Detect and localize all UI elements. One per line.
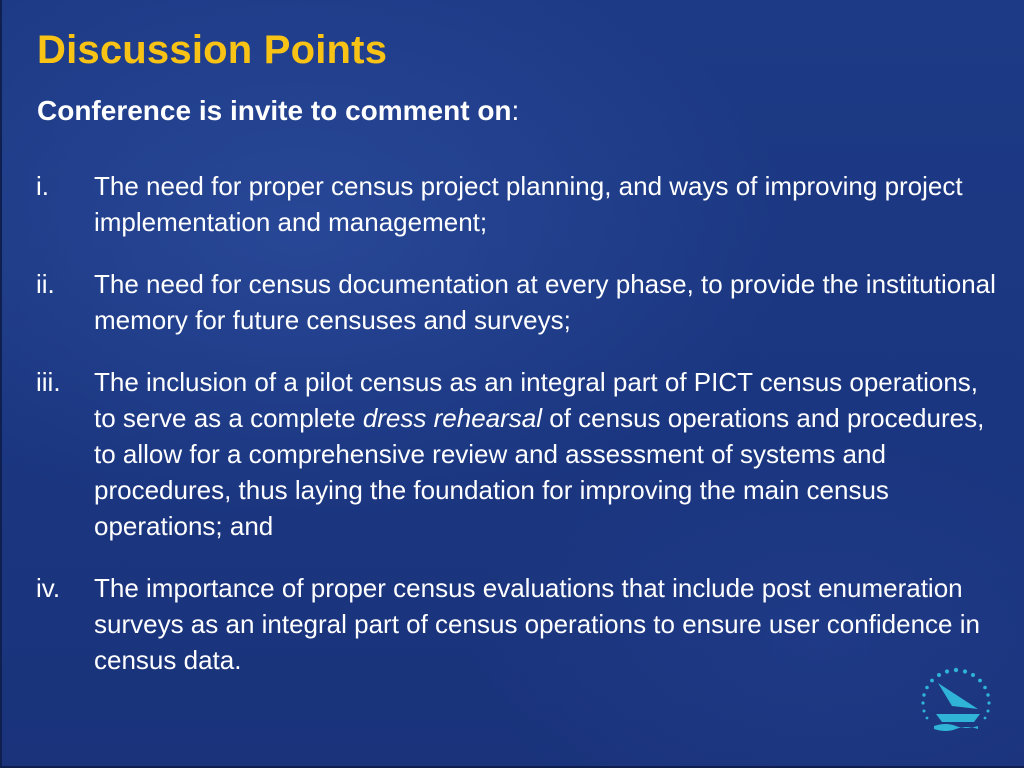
point-text: The importance of proper census evaluations that include post enumeration surveys as an integral part of census operations to ensure user confidence in census data. <box>94 573 980 675</box>
point-number: ii. <box>36 269 55 299</box>
subtitle-colon: : <box>511 95 520 126</box>
discussion-point-3 <box>36 364 996 544</box>
slide-subtitle <box>37 95 519 127</box>
discussion-point-4 <box>36 570 996 678</box>
point-number: i. <box>36 171 49 201</box>
point-text: The need for census documentation at every phase, to provide the institutional memory for future censuses and surveys; <box>94 269 996 335</box>
subtitle-text: Conference is invite to comment on <box>37 95 512 126</box>
sail-boat-logo-icon <box>916 662 996 742</box>
point-text-after: of census operations and procedures, to allow for a comprehensive review and assessment of systems and procedures, thus laying the foundation for improving the main census operations; and <box>94 403 985 541</box>
discussion-points-list <box>36 168 996 704</box>
slide-title: Discussion Points <box>37 28 388 72</box>
point-text: The need for proper census project planning, and ways of improving project implementation and management; <box>94 171 963 237</box>
discussion-point-1 <box>36 168 996 240</box>
point-text-before: The inclusion of a pilot census as an integral part of PICT census operations, to serve as a complete <box>94 367 979 433</box>
point-number: iii. <box>36 367 61 397</box>
point-text <box>94 364 996 544</box>
discussion-point-2 <box>36 266 996 338</box>
point-text-italic: dress rehearsal <box>362 403 543 433</box>
point-number: iv. <box>36 573 61 603</box>
